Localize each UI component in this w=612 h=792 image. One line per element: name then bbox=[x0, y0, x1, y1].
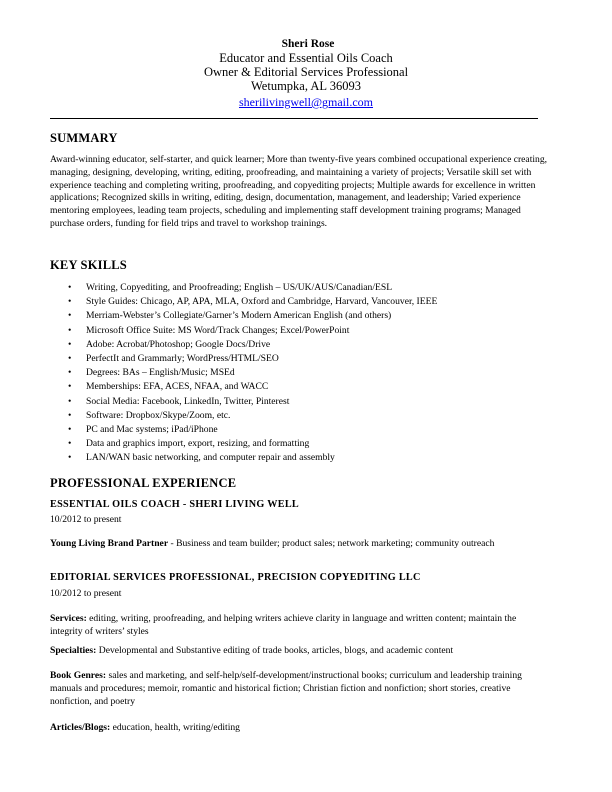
bullet-icon: • bbox=[68, 282, 72, 293]
summary-text: Award-winning educator, self-starter, and quick learner; More than twenty-five years combined occupational experience creating, managing, designing, developing, writing, editing, proofreading, and maintaining a variety of projects; Versatile skill set with experience teaching and completing writing, proofreading, and copyediting projects; Multiple awards for excellence in written applications; Recognized skills in writing, editing, design, documentation, management, and leadership; Varied experience mentoring employees, leading team projects, scheduling and implementing staff development training programs; Managed purchase orders, funding for field trips and travel to workshop trainings. bbox=[50, 154, 548, 229]
skill-text: Style Guides: Chicago, AP, APA, MLA, Oxford and Cambridge, Harvard, Vancouver, IEEE bbox=[86, 296, 438, 308]
list-item bbox=[68, 338, 437, 352]
articles-blogs-label: Articles/Blogs: bbox=[50, 722, 111, 733]
skill-text: Writing, Copyediting, and Proofreading; English – US/UK/AUS/Canadian/ESL bbox=[86, 282, 393, 293]
header-divider bbox=[50, 118, 538, 119]
list-item bbox=[68, 309, 437, 323]
bullet-icon: • bbox=[68, 381, 72, 393]
role-text: - Business and team builder; product sales; network marketing; community outreach bbox=[168, 538, 495, 549]
list-item bbox=[68, 352, 437, 366]
bullet-icon: • bbox=[68, 310, 72, 322]
email-link[interactable]: sherilivingwell@gmail.com bbox=[238, 95, 374, 109]
book-genres-entry bbox=[50, 670, 550, 708]
list-item bbox=[68, 380, 437, 394]
book-genres-label: Book Genres: bbox=[50, 670, 107, 681]
bullet-icon: • bbox=[68, 424, 72, 436]
services-entry bbox=[50, 613, 550, 639]
list-item bbox=[68, 295, 437, 309]
bullet-icon: • bbox=[68, 438, 72, 450]
list-item bbox=[68, 423, 437, 437]
skill-text: Adobe: Acrobat/Photoshop; Google Docs/Drive bbox=[86, 338, 271, 350]
skill-text: Data and graphics import, export, resizing, and formatting bbox=[86, 438, 310, 450]
skill-text: LAN/WAN basic networking, and computer repair and assembly bbox=[86, 452, 335, 464]
job-title-2: EDITORIAL SERVICES PROFESSIONAL, PRECISION COPYEDITING LLC bbox=[50, 572, 421, 583]
list-item bbox=[68, 451, 437, 465]
bullet-icon: • bbox=[68, 338, 72, 350]
experience-heading: PROFESSIONAL EXPERIENCE bbox=[50, 476, 237, 490]
header-title-line-1: Educator and Essential Oils Coach bbox=[219, 51, 393, 65]
services-text: editing, writing, proofreading, and helping writers achieve clarity in language and written content; maintain the integrity of writers’ styles bbox=[50, 613, 517, 637]
list-item bbox=[68, 395, 437, 409]
header-location: Wetumpka, AL 36093 bbox=[251, 79, 361, 93]
resume-header bbox=[0, 37, 612, 111]
bullet-icon: • bbox=[68, 395, 72, 407]
bullet-icon: • bbox=[68, 409, 72, 421]
skill-text: PC and Mac systems; iPad/iPhone bbox=[86, 424, 218, 436]
list-item bbox=[68, 366, 437, 380]
specialties-entry bbox=[50, 645, 550, 658]
key-skills-list bbox=[68, 281, 437, 466]
list-item bbox=[68, 281, 437, 295]
articles-blogs-text: education, health, writing/editing bbox=[110, 722, 240, 733]
skill-text: PerfectIt and Grammarly; WordPress/HTML/SEO bbox=[86, 353, 279, 365]
skill-text: Degrees: BAs – English/Music; MSEd bbox=[86, 367, 235, 379]
articles-blogs-entry bbox=[50, 722, 550, 735]
bullet-icon: • bbox=[68, 324, 72, 336]
skill-text: Microsoft Office Suite: MS Word/Track Changes; Excel/PowerPoint bbox=[86, 324, 350, 336]
summary-heading: SUMMARY bbox=[50, 131, 118, 145]
list-item bbox=[68, 409, 437, 423]
job-description-1 bbox=[50, 538, 550, 551]
job-title-1: ESSENTIAL OILS COACH - SHERI LIVING WELL bbox=[50, 499, 300, 510]
role-label: Young Living Brand Partner bbox=[50, 538, 169, 549]
bullet-icon: • bbox=[68, 367, 72, 379]
book-genres-text: sales and marketing, and self-help/self-development/instructional books; curriculum and leadership training manuals and procedures; memoir, romantic and historical fiction; Christian fiction and nonfiction; short stories, creative nonfiction, and poetry bbox=[50, 670, 522, 707]
skill-text: Merriam-Webster’s Collegiate/Garner’s Modern American English (and others) bbox=[86, 310, 392, 322]
header-title-line-2: Owner & Editorial Services Professional bbox=[203, 65, 409, 79]
list-item bbox=[68, 324, 437, 338]
bullet-icon: • bbox=[68, 296, 72, 308]
list-item bbox=[68, 437, 437, 451]
job-date-2: 10/2012 to present bbox=[50, 588, 122, 599]
specialties-label: Specialties: bbox=[50, 645, 97, 656]
key-skills-heading: KEY SKILLS bbox=[50, 258, 127, 272]
services-label: Services: bbox=[50, 613, 87, 624]
bullet-icon: • bbox=[68, 452, 72, 464]
specialties-text: Developmental and Substantive editing of trade books, articles, blogs, and academic content bbox=[96, 645, 454, 656]
candidate-name: Sheri Rose bbox=[281, 38, 335, 50]
skill-text: Memberships: EFA, ACES, NFAA, and WACC bbox=[86, 381, 269, 393]
job-date-1: 10/2012 to present bbox=[50, 514, 122, 525]
bullet-icon: • bbox=[68, 353, 72, 365]
skill-text: Social Media: Facebook, LinkedIn, Twitter, Pinterest bbox=[86, 395, 290, 407]
skill-text: Software: Dropbox/Skype/Zoom, etc. bbox=[86, 409, 231, 421]
